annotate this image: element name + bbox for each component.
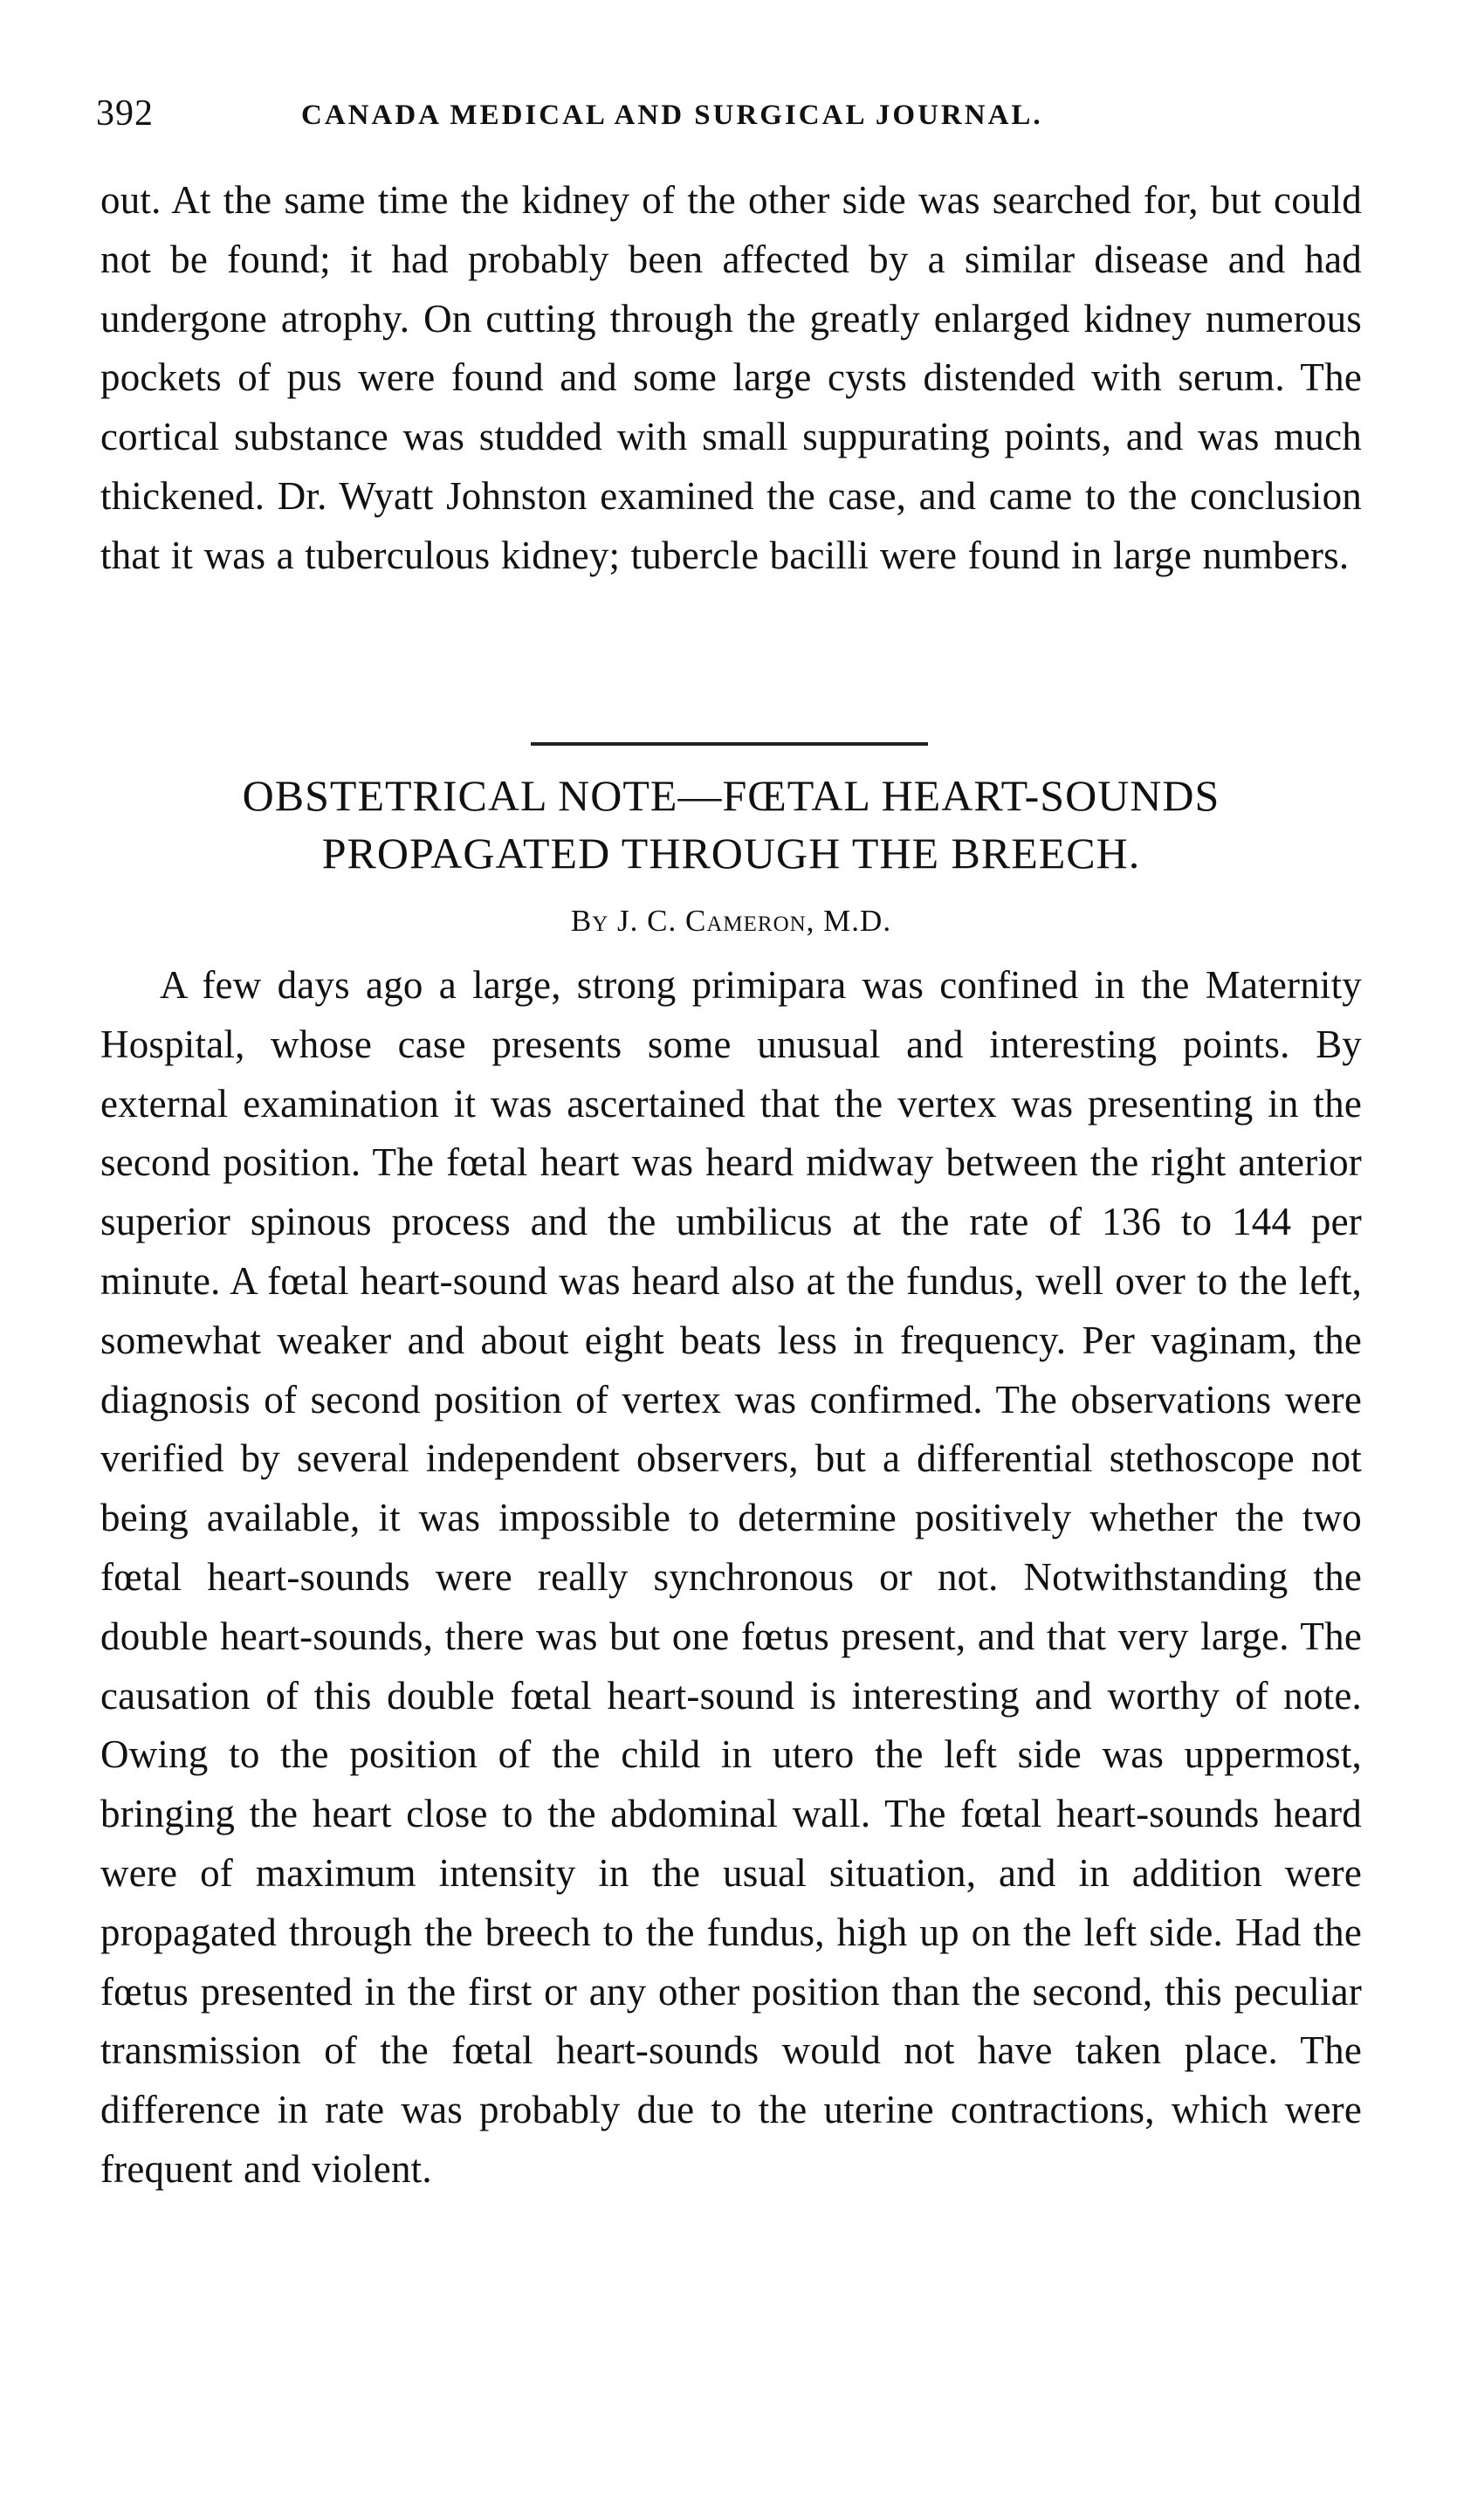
article-title: OBSTETRICAL NOTE—FŒTAL HEART-SOUNDS PROPAGATED THROUGH THE BREECH.: [242, 771, 1220, 878]
journal-title: CANADA MEDICAL AND SURGICAL JOURNAL.: [301, 100, 1043, 131]
running-header: [96, 87, 1353, 140]
article-byline: By J. C. Cameron, M.D.: [570, 904, 892, 938]
article-body: A few days ago a large, strong primipara was confined in the Maternity Hospital, whose case presents some unusual and interesting points. By external examination it was ascertained that the vertex was presenting in the second position. The fœtal heart was heard midway between the right anterior superior spinous process and the umbilicus at the rate of 136 to 144 per minute. A fœtal heart-sound was heard also at the fundus, well over to the left, somewhat weaker and about eight beats less in frequency. Per vaginam, the diagnosis of second position of vertex was confirmed. The observations were verified by several independent observers, but a differential stethoscope not being available, it was impossible to determine positively whether the two fœtal heart-sounds were really synchronous or not. Notwithstanding the double heart-sounds, there was but one fœtus present, and that very large. The causation of this double fœtal heart-sound is interesting and worthy of note. Owing to the position of the child in utero the left side was uppermost, bringing the heart close to the abdominal wall. The fœtal heart-sounds heard were of maximum intensity in the usual situation, and in addition were propagated through the breech to the fundus, high up on the left side. Had the fœtus presented in the first or any other position than the second, this peculiar transmission of the fœtal heart-sounds would not have taken place. The difference in rate was probably due to the uterine contractions, which were frequent and violent.: [100, 963, 1362, 2191]
section-divider: [531, 742, 928, 746]
page-number: 392: [96, 93, 154, 134]
continued-paragraph: out. At the same time the kidney of the other side was searched for, but could not be found; it had probably been affected by a similar disease and had undergone atrophy. On cutting through the greatly enlarged kidney numerous pockets of pus were found and some large cysts distended with serum. The cortical substance was studded with small suppurating points, and was much thickened. Dr. Wyatt Johnston examined the case, and came to the conclusion that it was a tuberculous kidney; tubercle bacilli were found in large numbers.: [100, 178, 1362, 577]
